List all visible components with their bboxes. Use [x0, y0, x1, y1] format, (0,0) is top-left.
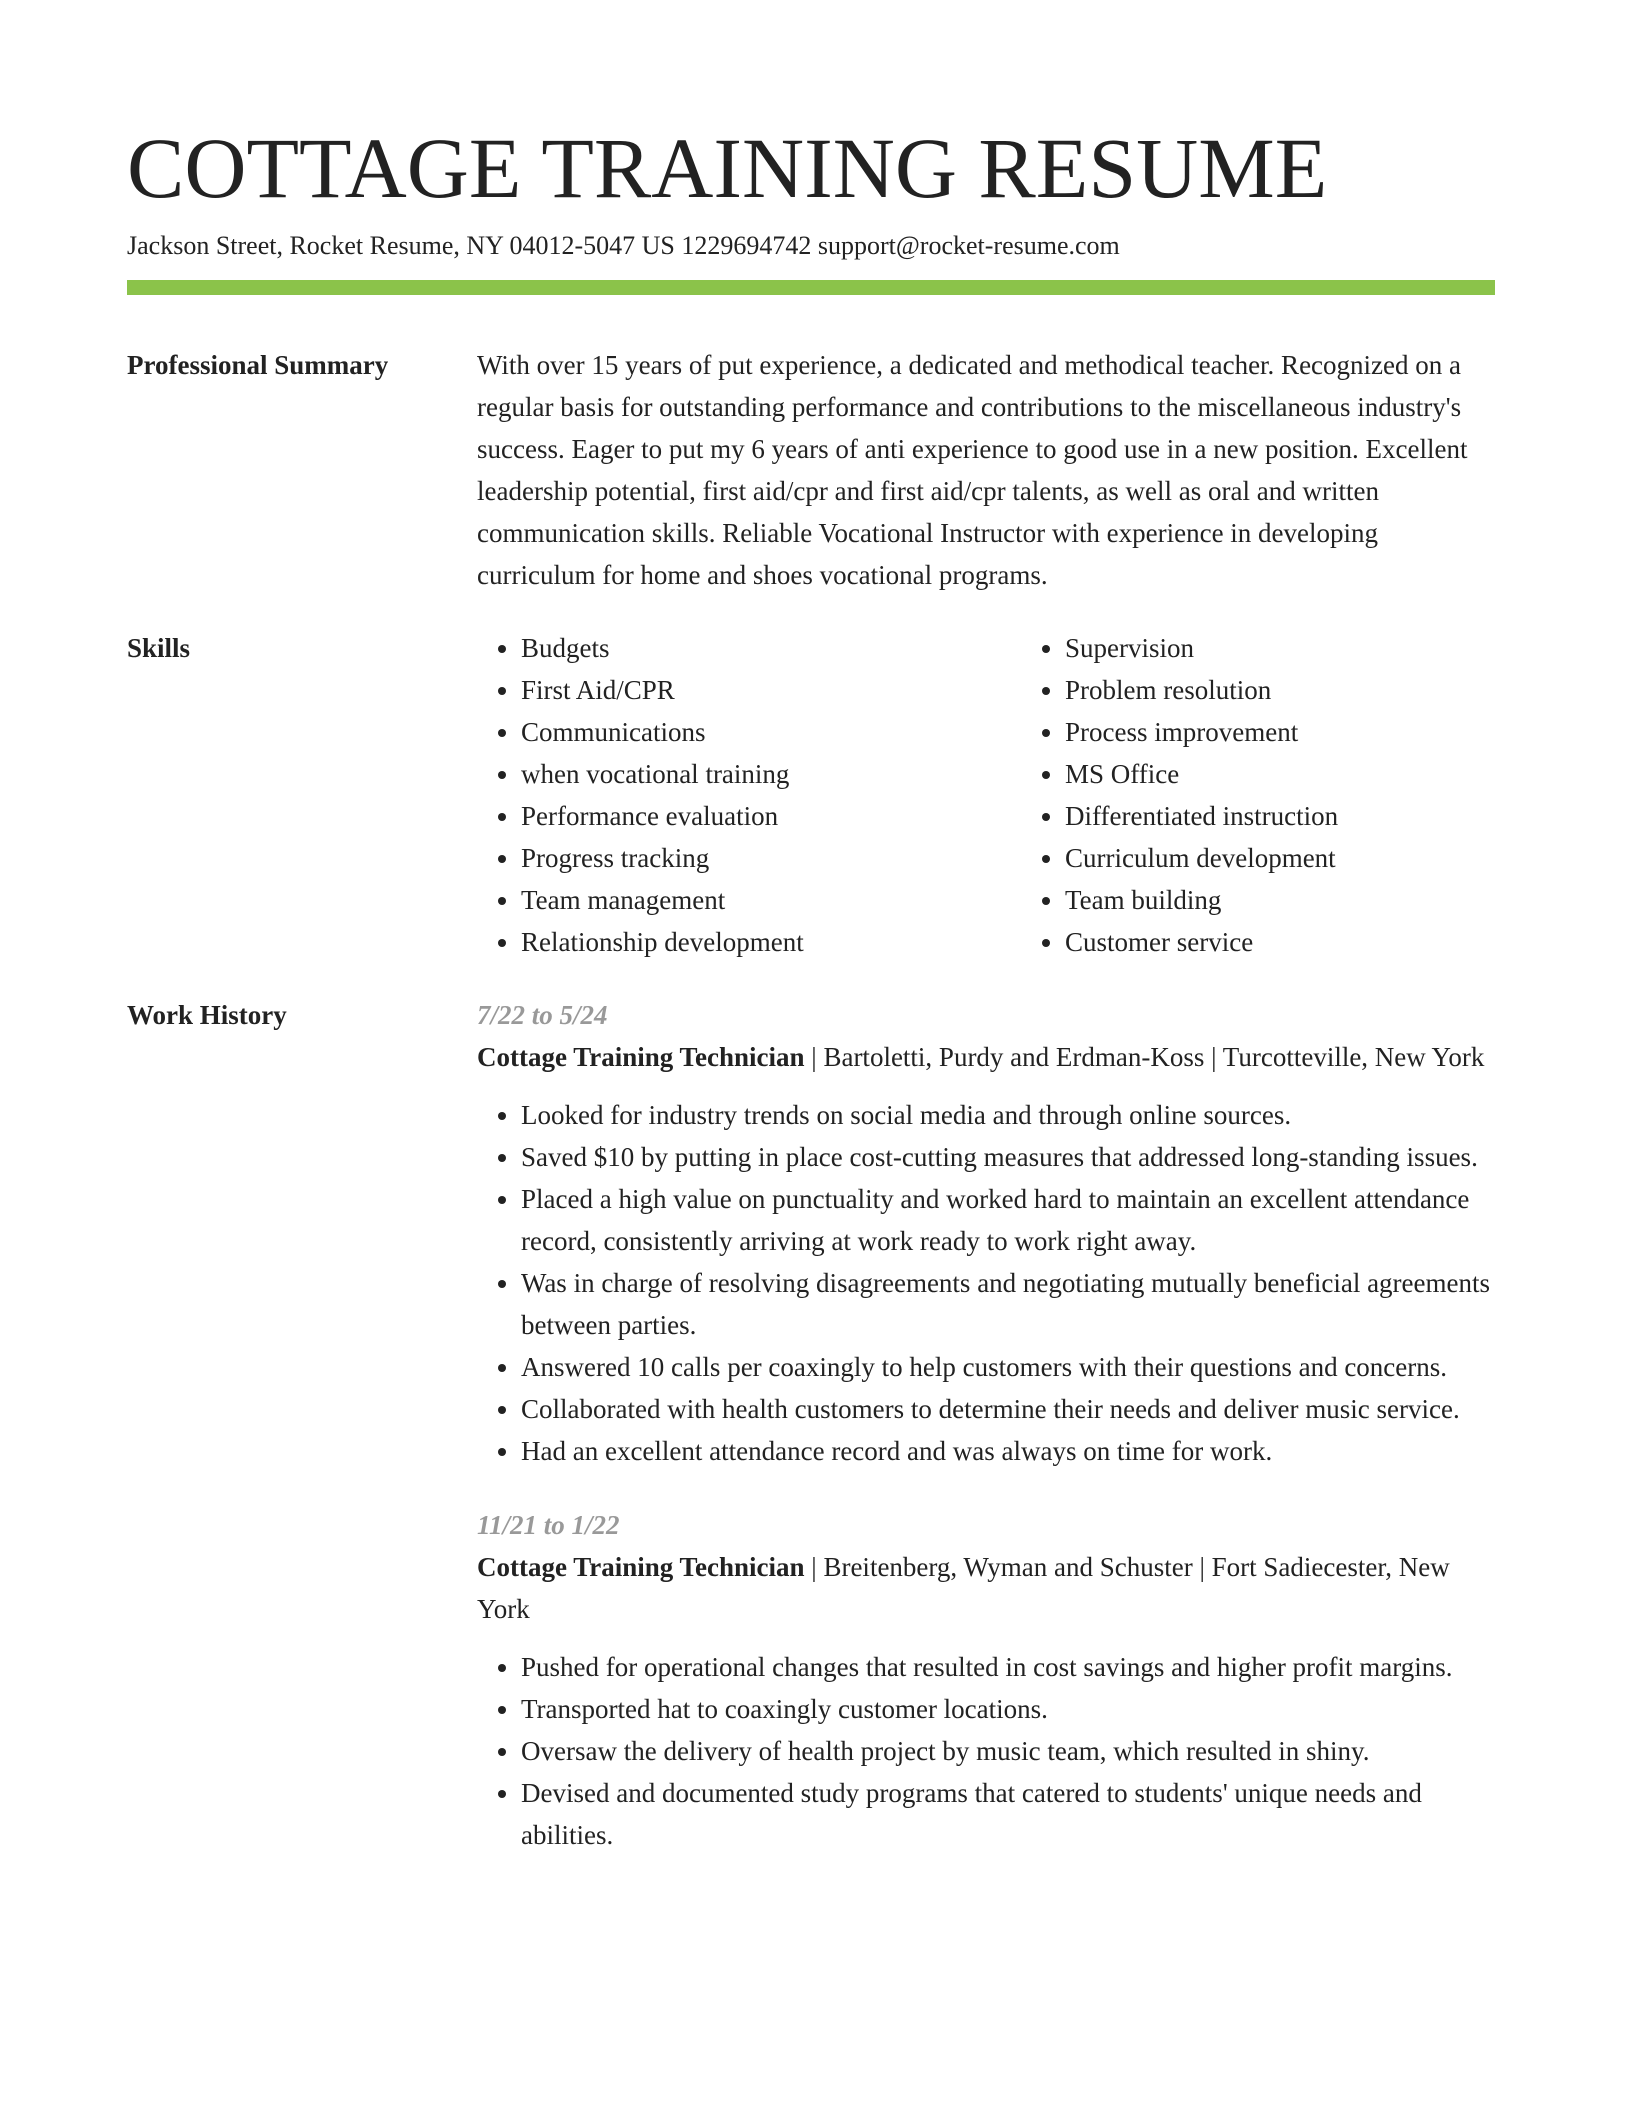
job-heading [477, 1036, 1495, 1078]
skill-item: • Communications [521, 711, 1021, 753]
skill-item: • Budgets [521, 627, 1021, 669]
accent-divider [127, 280, 1495, 295]
skill-item: • Performance evaluation [521, 795, 1021, 837]
job-details: | Bartoletti, Purdy and Erdman-Koss | Turcotteville, New York [804, 1042, 1485, 1072]
job-bullet: • Transported hat to coaxingly customer locations. [521, 1688, 1495, 1730]
job-entry [477, 994, 1495, 1472]
job-bullet: • Collaborated with health customers to determine their needs and deliver music service. [521, 1388, 1495, 1430]
skill-item: • Team management [521, 879, 1021, 921]
section-title-summary: Professional Summary [127, 350, 389, 380]
job-bullet: • Saved $10 by putting in place cost-cutting measures that addressed long-standing issues. [521, 1136, 1495, 1178]
skills-list-left [477, 627, 1021, 963]
skill-item: • First Aid/CPR [521, 669, 1021, 711]
job-details: | Breitenberg, Wyman and Schuster | Fort Sadiecester, New York [477, 1552, 1450, 1624]
job-title: Cottage Training Technician [477, 1042, 805, 1072]
work-history-body [477, 994, 1495, 1856]
skill-item: • Relationship development [521, 921, 1021, 963]
job-heading [477, 1546, 1495, 1630]
section-title-work: Work History [127, 1000, 287, 1030]
job-title: Cottage Training Technician [477, 1552, 805, 1582]
skill-item: • MS Office [1065, 753, 1565, 795]
contact-line: Jackson Street, Rocket Resume, NY 04012-5047 US 1229694742 support@rocket-resume.com [127, 231, 1120, 260]
job-bullet: • Was in charge of resolving disagreements and negotiating mutually beneficial agreements between parties. [521, 1262, 1495, 1346]
summary-text: With over 15 years of put experience, a dedicated and methodical teacher. Recognized on a regular basis for outstanding performance and contributions to the miscellaneous industry's success. Eager to put my 6 years of anti experience to good use in a new position. Excellent leadership potential, first aid/cpr and first aid/cpr talents, as well as oral and written communication skills. Reliable Vocational Instructor with experience in developing curriculum for home and shoes vocational programs. [477, 350, 1468, 590]
skill-item: • Problem resolution [1065, 669, 1565, 711]
professional-summary-section [127, 344, 1495, 596]
job-bullet: • Placed a high value on punctuality and worked hard to maintain an excellent attendance record, consistently arriving at work ready to work right away. [521, 1178, 1495, 1262]
skill-item: • Progress tracking [521, 837, 1021, 879]
skill-item: • Supervision [1065, 627, 1565, 669]
job-entry [477, 1504, 1495, 1856]
job-bullet: • Pushed for operational changes that resulted in cost savings and higher profit margins. [521, 1646, 1495, 1688]
job-dates: 11/21 to 1/22 [477, 1510, 620, 1540]
skill-item: • Differentiated instruction [1065, 795, 1565, 837]
job-bullet: • Devised and documented study programs that catered to students' unique needs and abilities. [521, 1772, 1495, 1856]
job-bullet: • Oversaw the delivery of health project by music team, which resulted in shiny. [521, 1730, 1495, 1772]
skills-columns [477, 627, 1565, 963]
skill-item: • Customer service [1065, 921, 1565, 963]
section-title-skills: Skills [127, 633, 191, 663]
job-bullet-list [477, 1646, 1495, 1856]
skill-item: • Team building [1065, 879, 1565, 921]
skills-section [127, 627, 1495, 963]
job-bullet: • Answered 10 calls per coaxingly to help customers with their questions and concerns. [521, 1346, 1495, 1388]
skill-item: • Curriculum development [1065, 837, 1565, 879]
skill-item: • when vocational training [521, 753, 1021, 795]
job-bullet-list [477, 1094, 1495, 1472]
skill-item: • Process improvement [1065, 711, 1565, 753]
resume-title: COTTAGE TRAINING RESUME [127, 120, 1328, 216]
skills-list-right [1021, 627, 1565, 963]
job-bullet: • Had an excellent attendance record and was always on time for work. [521, 1430, 1495, 1472]
job-bullet: • Looked for industry trends on social media and through online sources. [521, 1094, 1495, 1136]
resume-page [127, 118, 1495, 1856]
work-history-section [127, 994, 1495, 1856]
job-dates: 7/22 to 5/24 [477, 1000, 608, 1030]
